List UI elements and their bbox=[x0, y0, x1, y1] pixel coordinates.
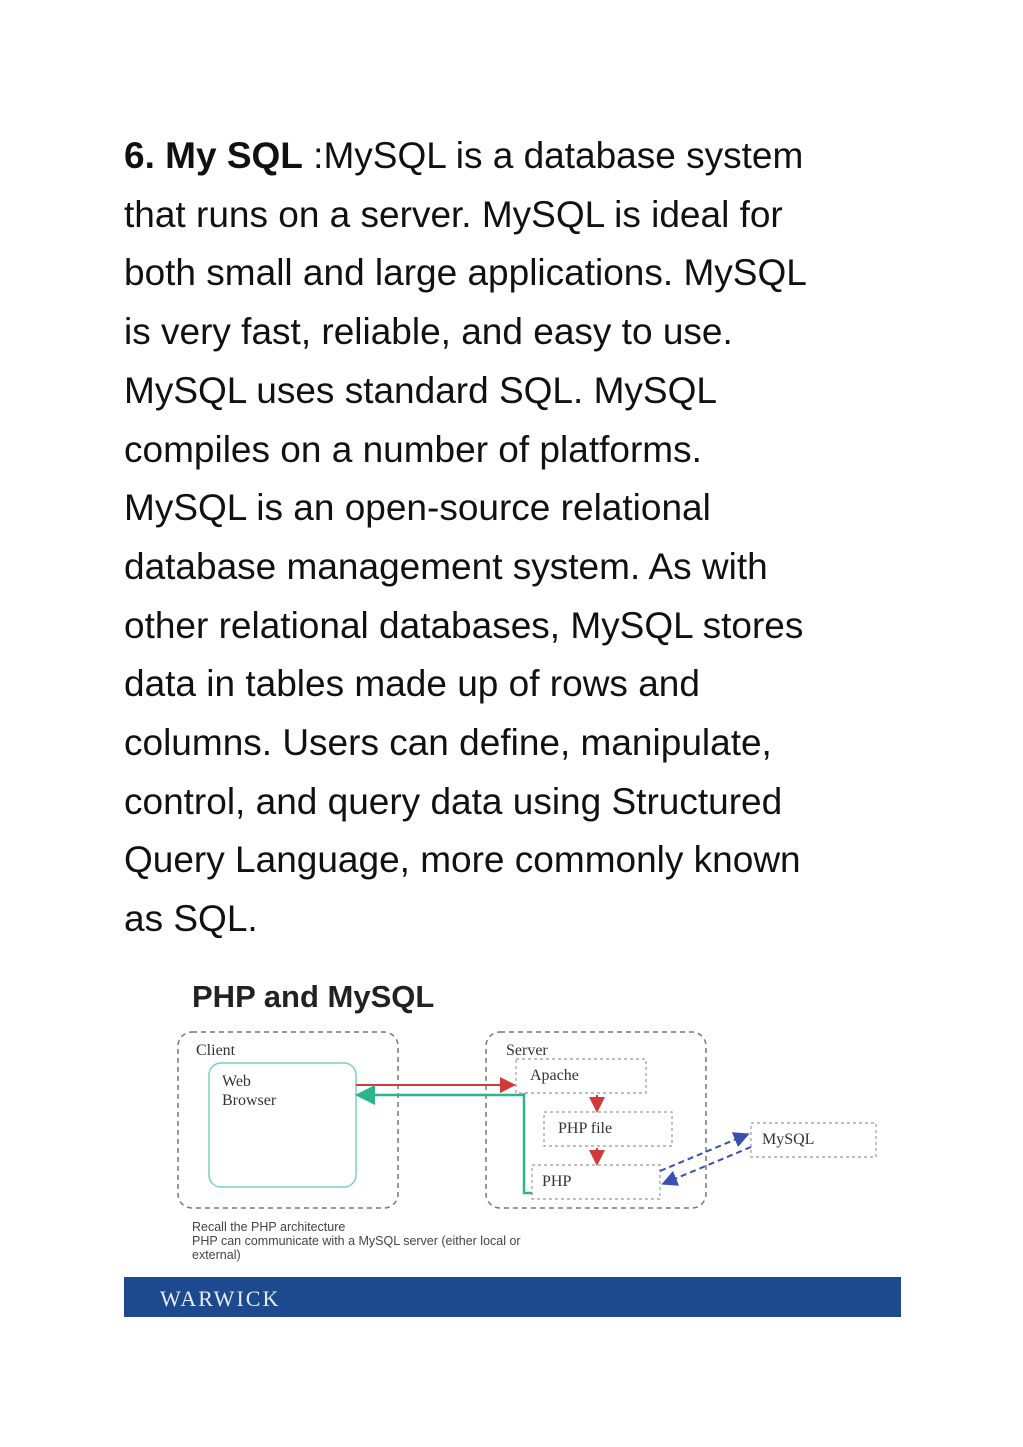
caption-line-2: PHP can communicate with a MySQL server (either local or bbox=[192, 1234, 521, 1248]
section-heading: 6. My SQL bbox=[124, 135, 303, 176]
body-paragraph bbox=[124, 127, 914, 949]
mysql-label: MySQL bbox=[762, 1131, 815, 1148]
php-to-mysql-link bbox=[660, 1135, 746, 1171]
caption-line-1: Recall the PHP architecture bbox=[192, 1220, 346, 1234]
text-line-11: columns. Users can define, manipulate, bbox=[124, 722, 772, 764]
text-line-1-content: MySQL is a database system bbox=[323, 135, 804, 176]
text-line-9: other relational databases, MySQL stores bbox=[124, 604, 804, 646]
warwick-logo-text: WARWICK bbox=[160, 1286, 281, 1311]
text-line-10: data in tables made up of rows and bbox=[124, 663, 700, 705]
text-line-2: that runs on a server. MySQL is ideal for bbox=[124, 193, 783, 235]
warwick-banner bbox=[124, 1277, 901, 1317]
php-file-label: PHP file bbox=[558, 1120, 613, 1137]
web-browser-label-line1: Web bbox=[222, 1073, 251, 1090]
text-line-1 bbox=[124, 127, 914, 186]
figure-title: PHP and MySQL bbox=[192, 979, 435, 1014]
text-line-3: both small and large applications. MySQL bbox=[124, 252, 807, 294]
apache-label: Apache bbox=[530, 1067, 579, 1084]
text-line-6: compiles on a number of platforms. bbox=[124, 428, 702, 470]
text-line-7: MySQL is an open-source relational bbox=[124, 487, 711, 529]
text-line-12: control, and query data using Structured bbox=[124, 780, 783, 822]
figure-caption bbox=[192, 1220, 521, 1262]
web-browser-label-line2: Browser bbox=[222, 1092, 277, 1109]
server-label: Server bbox=[506, 1042, 548, 1059]
text-line-13: Query Language, more commonly known bbox=[124, 839, 801, 881]
text-line-14: as SQL. bbox=[124, 898, 258, 940]
text-line-4: is very fast, reliable, and easy to use. bbox=[124, 311, 733, 353]
client-label: Client bbox=[196, 1042, 236, 1059]
php-label: PHP bbox=[542, 1173, 572, 1190]
mysql-to-php-link bbox=[665, 1147, 751, 1183]
caption-line-3: external) bbox=[192, 1248, 241, 1262]
response-path bbox=[524, 1093, 532, 1193]
text-line-5: MySQL uses standard SQL. MySQL bbox=[124, 369, 717, 411]
heading-separator: : bbox=[313, 135, 324, 176]
text-line-8: database management system. As with bbox=[124, 545, 768, 587]
php-mysql-figure bbox=[124, 975, 901, 1317]
